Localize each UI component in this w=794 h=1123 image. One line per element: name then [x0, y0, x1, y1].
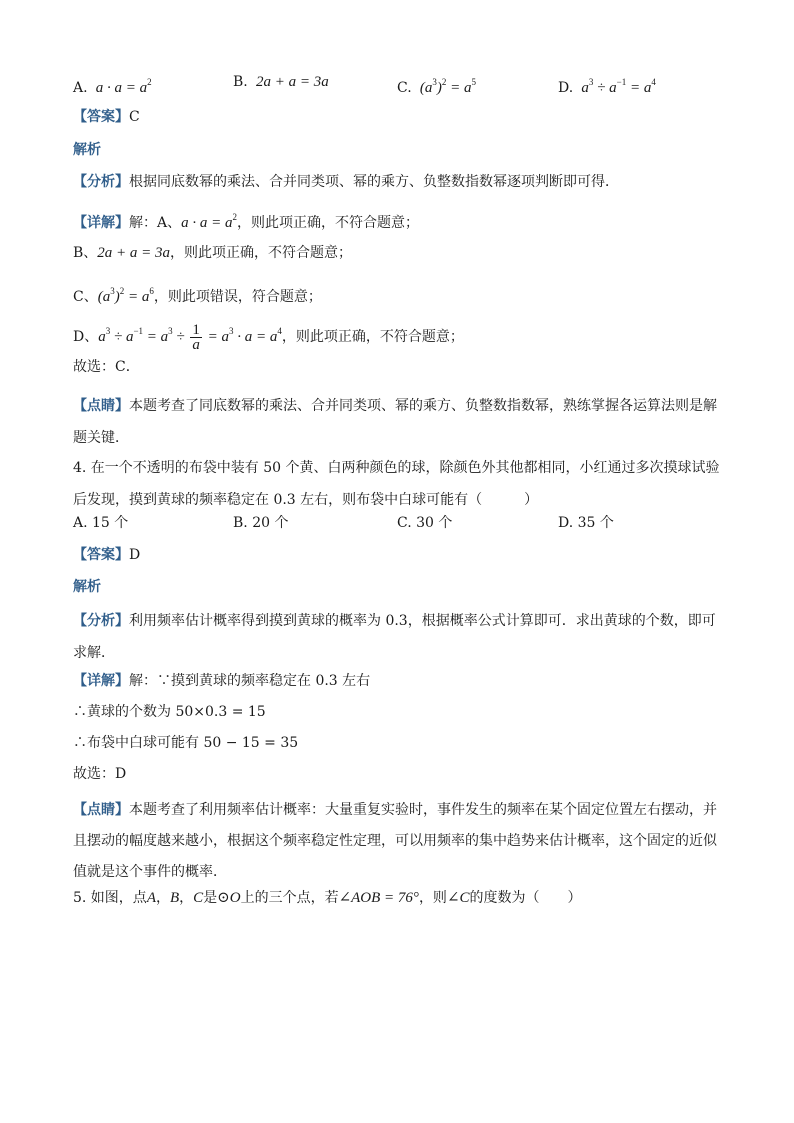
formula-d: $a^3 \div a^{-1} = a^4$: [577, 77, 656, 96]
answer-row: 【答案】C: [73, 109, 140, 125]
circle-o: ⊙O: [217, 890, 241, 906]
q4-stem: 4. 在一个不透明的布袋中装有 50 个黄、白两种颜色的球，除颜色外其他都相同，小红通过多次摸球试验后发现，摸到黄球的频率稳定在 0.3 左右，则布袋中白球可能有（ ）: [73, 460, 720, 508]
q4-option-b: B. 20 个: [233, 515, 289, 531]
q4-option-d: D. 35 个: [558, 515, 614, 531]
option-a: A. $a \cdot a = a^2$: [73, 77, 152, 96]
q4-dianjing-row: 【点睛】本题考查了利用频率估计概率：大量重复实验时，事件发生的频率在某个固定位置左右摆动，并且摆动的幅度越来越小，根据这个频率稳定性定理，可以用频率的集中趋势来估计概率，这个固定的近似值就是这个事件的概率．: [73, 802, 717, 880]
choose-row: 故选：C．: [73, 359, 140, 375]
q4-option-c: C. 30 个: [397, 515, 453, 531]
xiangjie-row: 【详解】解：A、$a \cdot a = a^2$，则此项正确，不符合题意；: [73, 212, 419, 231]
fraction-1-over-a: $\frac{1}{a}$: [192, 322, 200, 354]
detail-b-row: B、2a + a = 3a，则此项正确，不符合题意；: [73, 245, 353, 261]
angle-c: ∠C: [446, 890, 470, 906]
option-b: B. 2a + a = 3a: [233, 74, 329, 90]
analysis-heading: 解析: [73, 142, 101, 158]
q4-xiangjie-row: 【详解】解：∵摸到黄球的频率稳定在 0.3 左右: [73, 673, 371, 689]
q4-step2: ∴布袋中白球可能有 50 − 15 = 35: [73, 735, 299, 751]
q4-analysis-heading: 解析: [73, 579, 101, 595]
formula-a: $a \cdot a = a^2$: [92, 77, 152, 96]
q4-option-a: A. 15 个: [73, 515, 129, 531]
formula-detail-a: $a \cdot a = a^2$: [181, 212, 237, 231]
formula-detail-b: 2a + a = 3a: [97, 245, 171, 261]
angle-aob: ∠AOB = 76°: [338, 890, 419, 906]
formula-detail-c: $(a^3)^2 = a^6$: [97, 286, 154, 305]
q4-answer-row: 【答案】D: [73, 547, 141, 563]
option-c: C. $(a^3)^2 = a^5$: [397, 77, 476, 96]
q4-fenxi-row: 【分析】利用频率估计概率得到摸到黄球的概率为 0.3，根据概率公式计算即可．求出黄球的个数，即可求解．: [73, 613, 716, 661]
formula-detail-d: $a^3 \div a^{-1} = a^3$ ÷ $\frac{1}{a}$ = $a^3 \cdot a = a^4$: [98, 322, 282, 354]
formula-b: 2a + a = 3a: [252, 74, 329, 90]
detail-d-row: D、$a^3 \div a^{-1} = a^3$ ÷ $\frac{1}{a}$ = $a^3 \cdot a = a^4$，则此项正确，不符合题意；: [73, 322, 464, 354]
dianjing-row: 【点睛】本题考查了同底数幂的乘法、合并同类项、幂的乘方、负整数指数幂，熟练掌握各运算法则是解题关键．: [73, 398, 717, 446]
q4-choose-row: 故选：D: [73, 766, 127, 782]
q4-step1: ∴黄球的个数为 50×0.3 = 15: [73, 704, 266, 720]
option-d: D. $a^3 \div a^{-1} = a^4$: [558, 77, 656, 96]
formula-c: $(a^3)^2 = a^5$: [416, 77, 476, 96]
detail-c-row: C、$(a^3)^2 = a^6$，则此项错误，符合题意；: [73, 286, 322, 305]
fenxi-row: 【分析】根据同底数幂的乘法、合并同类项、幂的乘方、负整数指数幂逐项判断即可得．: [73, 174, 619, 190]
q5-stem: 5. 如图，点A，B，C是⊙O上的三个点，若∠AOB = 76°，则∠C的度数为（ ）: [73, 890, 582, 906]
